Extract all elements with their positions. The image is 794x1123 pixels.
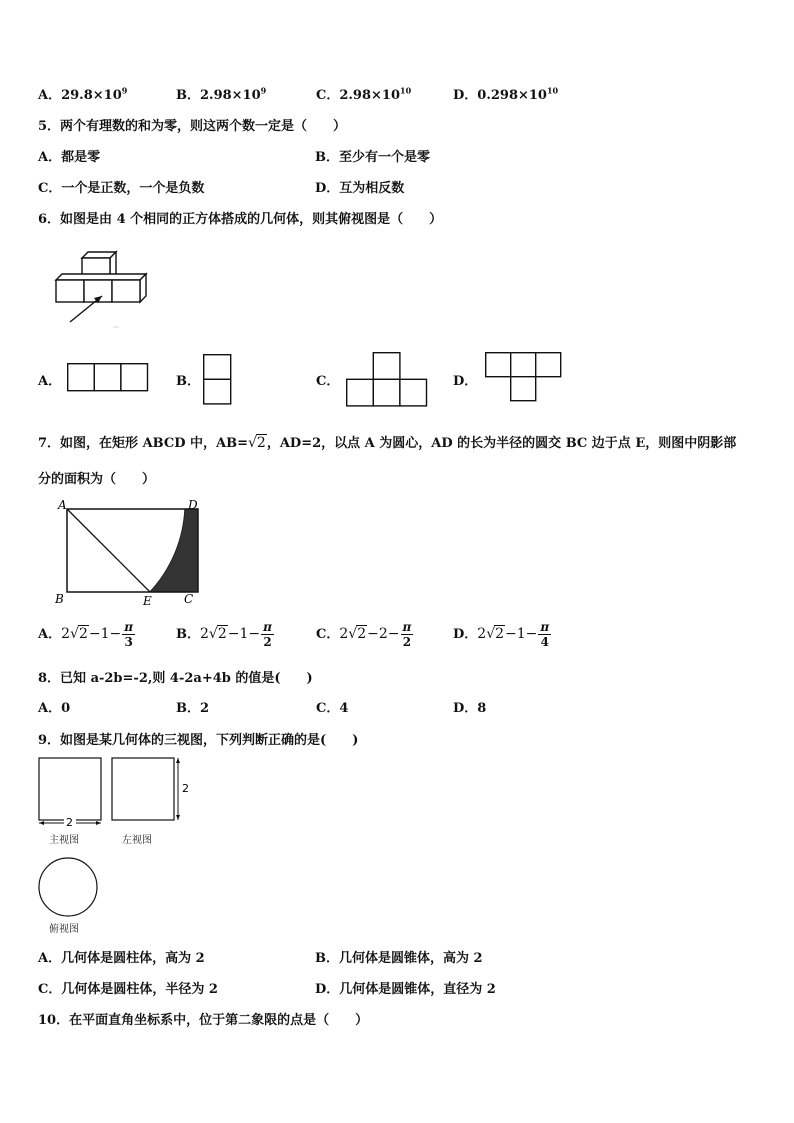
q8-option-b[interactable]: B．2	[176, 701, 210, 716]
option-letter: A．	[38, 627, 62, 642]
option-lead: 2	[339, 626, 349, 642]
option-letter: B．	[176, 88, 200, 103]
sqrt-symbol: √	[70, 626, 79, 642]
label-a: A	[58, 498, 67, 512]
option-mid: −1−	[88, 626, 122, 642]
option-radicand: 2	[495, 626, 505, 642]
fraction-denominator: 3	[124, 635, 133, 649]
q5-option-c[interactable]: C．一个是正数，一个是负数	[38, 181, 205, 196]
q6-cube-figure	[40, 240, 180, 335]
option-exp: 10	[546, 85, 559, 96]
q7-stem-line1	[38, 432, 736, 451]
q5-stem: 5．两个有理数的和为零，则这两个数一定是（ ）	[38, 119, 347, 134]
option-fraction	[538, 620, 551, 649]
q9-top-view	[38, 857, 100, 919]
left-dim-label: 2	[182, 782, 189, 795]
q7-option-c[interactable]	[316, 620, 413, 649]
q6-stem: 6．如图是由 4 个相同的正方体搭成的几何体，则其俯视图是（ ）	[38, 212, 443, 227]
option-lead: 2	[61, 626, 71, 642]
option-base: 2.98×10	[200, 88, 261, 103]
option-base: 0.298×10	[477, 88, 547, 103]
option-letter: B．	[176, 627, 200, 642]
option-mid: −2−	[367, 626, 400, 642]
fraction-numerator: π	[124, 620, 134, 634]
fraction-numerator: π	[540, 620, 550, 634]
option-letter: D．	[453, 88, 478, 103]
fraction-denominator: 2	[263, 635, 272, 649]
option-fraction	[122, 620, 135, 649]
q10-stem: 10．在平面直角坐标系中，位于第二象限的点是（ ）	[38, 1013, 369, 1028]
q8-option-c[interactable]: C．4	[316, 701, 349, 716]
q9-front-view	[38, 757, 104, 829]
option-exp: 10	[400, 85, 412, 96]
q4-option-a[interactable]	[38, 84, 127, 103]
q5-option-a[interactable]: A．都是零	[38, 150, 101, 165]
front-view-caption: 主视图	[49, 835, 79, 846]
q7-text-b: ，AD=2，以点 A 为圆心，AD 的长为半径的圆交 BC 边于点 E，则图中阴影部	[266, 436, 737, 451]
q8-option-d[interactable]: D．8	[453, 701, 487, 716]
q6-option-d-figure	[485, 352, 567, 408]
label-c: C	[184, 592, 194, 606]
left-view-caption: 左视图	[122, 835, 152, 846]
q7-option-a[interactable]	[38, 620, 135, 649]
q7-rectangle-figure	[52, 497, 204, 607]
q6-option-a-figure	[67, 363, 149, 393]
option-lead: 2	[477, 626, 487, 642]
fraction-denominator: 2	[402, 635, 412, 649]
label-d: D	[188, 498, 198, 512]
q5-option-b[interactable]: B．至少有一个是零	[315, 150, 430, 165]
fraction-denominator: 4	[540, 635, 549, 649]
q9-left-view	[111, 757, 191, 823]
q9-option-a[interactable]: A．几何体是圆柱体，高为 2	[38, 951, 205, 966]
q8-option-a[interactable]: A．0	[38, 701, 71, 716]
q9-option-c[interactable]: C．几何体是圆柱体，半径为 2	[38, 982, 218, 997]
q7-option-d[interactable]	[453, 620, 551, 649]
q7-option-b[interactable]	[176, 620, 274, 649]
q7-stem-line2: 分的面积为（ ）	[38, 472, 156, 487]
option-fraction	[401, 620, 414, 649]
front-dim-label: 2	[66, 816, 73, 829]
option-base: 29.8×10	[61, 88, 122, 103]
q6-option-d[interactable]: D．	[453, 374, 478, 389]
option-mid: −1−	[227, 626, 261, 642]
option-lead: 2	[200, 626, 209, 642]
option-letter: D．	[453, 627, 478, 642]
option-exp: 9	[121, 85, 128, 96]
q6-option-b[interactable]: B．	[176, 374, 200, 389]
label-b: B	[55, 592, 64, 606]
q9-stem: 9．如图是某几何体的三视图，下列判断正确的是( )	[38, 733, 359, 748]
svg-text:~: ~	[112, 323, 120, 333]
q6-option-a[interactable]: A．	[38, 374, 62, 389]
fraction-numerator: π	[402, 620, 412, 634]
sqrt-symbol: √	[248, 435, 257, 451]
option-mid: −1−	[505, 626, 538, 642]
q5-option-d[interactable]: D．互为相反数	[315, 181, 405, 196]
sqrt-symbol: √	[348, 626, 358, 642]
q4-option-c[interactable]	[316, 84, 411, 103]
q9-option-d[interactable]: D．几何体是圆锥体，直径为 2	[315, 982, 496, 997]
option-exp: 9	[260, 85, 267, 96]
q6-option-b-figure	[203, 354, 233, 406]
option-fraction	[261, 620, 274, 649]
sqrt-symbol: √	[486, 626, 496, 642]
option-letter: C．	[316, 627, 340, 642]
q4-option-b[interactable]	[176, 84, 266, 103]
q6-option-c-figure	[346, 352, 428, 408]
option-letter: A．	[38, 88, 62, 103]
option-base: 2.98×10	[339, 88, 401, 103]
q6-option-c[interactable]: C．	[316, 374, 340, 389]
option-radicand: 2	[78, 626, 88, 642]
q8-stem: 8．已知 a-2b=-2,则 4-2a+4b 的值是( )	[38, 671, 313, 686]
top-view-caption: 俯视图	[49, 924, 79, 935]
sqrt-symbol: √	[208, 626, 218, 642]
q4-option-d[interactable]	[453, 84, 558, 103]
q7-text-a: 7．如图，在矩形 ABCD 中，AB=	[38, 436, 248, 451]
fraction-numerator: π	[263, 620, 272, 634]
option-radicand: 2	[217, 626, 227, 642]
q7-sqrt-value: 2	[256, 435, 266, 451]
option-radicand: 2	[357, 626, 367, 642]
option-letter: C．	[316, 88, 340, 103]
label-e: E	[143, 594, 152, 608]
q9-option-b[interactable]: B．几何体是圆锥体，高为 2	[315, 951, 483, 966]
